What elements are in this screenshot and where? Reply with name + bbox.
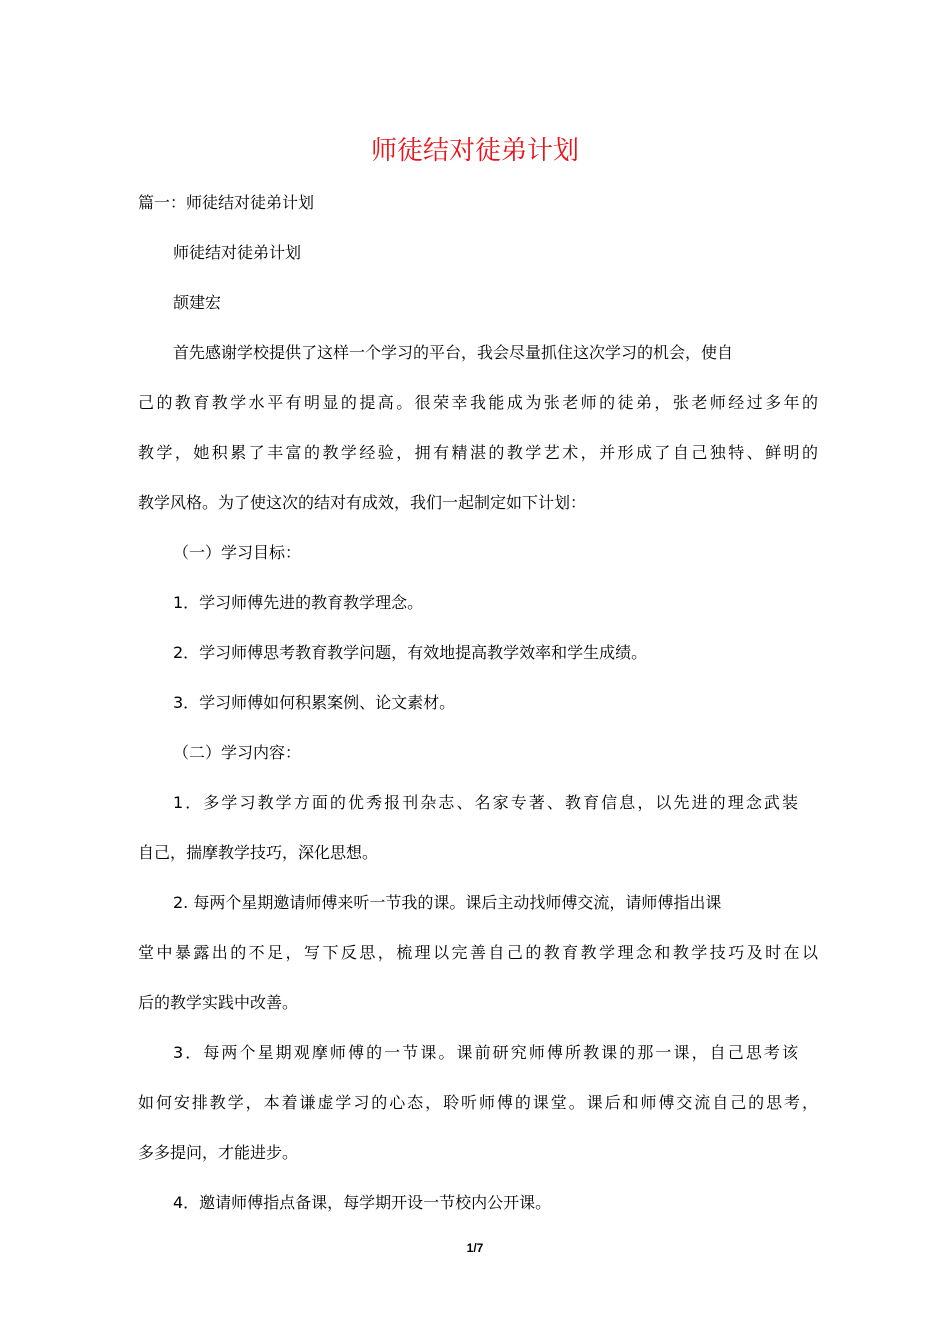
list-item: 3．每两个星期观摩师傅的一节课。课前研究师傅所教课的那一课，自己思考该 [173, 1043, 798, 1062]
section-heading: 篇一：师徒结对徒弟计划 [138, 193, 315, 212]
list-item-continuation: 自己，揣摩教学技巧，深化思想。 [138, 843, 379, 862]
page-number: 1/7 [466, 1241, 484, 1255]
author-name: 颉建宏 [173, 293, 222, 312]
list-item-continuation: 如何安排教学，本着谦虚学习的心态，聆听师傅的课堂。课后和师傅交流自己的思考， [138, 1093, 818, 1112]
list-item-continuation: 堂中暴露出的不足，写下反思，梳理以完善自己的教育教学理念和教学技巧及时在以 [138, 943, 818, 962]
subtitle: 师徒结对徒弟计划 [173, 243, 302, 262]
list-item: 2. 每两个星期邀请师傅来听一节我的课。课后主动找师傅交流，请师傅指出课 [173, 893, 722, 912]
document-title: 师徒结对徒弟计划 [370, 136, 579, 166]
paragraph-line: 首先感谢学校提供了这样一个学习的平台，我会尽量抓住这次学习的机会，使自 [173, 343, 734, 362]
list-item-continuation: 多多提问，才能进步。 [138, 1143, 299, 1162]
list-item: 3．学习师傅如何积累案例、论文素材。 [173, 693, 456, 712]
list-item: 1．多学习教学方面的优秀报刊杂志、名家专著、教育信息，以先进的理念武装 [173, 793, 798, 812]
list-item: 1．学习师傅先进的教育教学理念。 [173, 593, 424, 612]
list-item-continuation: 后的教学实践中改善。 [138, 993, 299, 1012]
paragraph-line: 教学风格。为了使这次的结对有成效，我们一起制定如下计划： [138, 493, 587, 512]
section-2-heading: （二）学习内容： [173, 743, 302, 762]
paragraph-line: 教学，她积累了丰富的教学经验，拥有精湛的教学艺术，并形成了自己独特、鲜明的 [138, 443, 818, 462]
paragraph-line: 己的教育教学水平有明显的提高。很荣幸我能成为张老师的徒弟，张老师经过多年的 [138, 393, 818, 412]
section-1-heading: （一）学习目标： [173, 543, 302, 562]
list-item: 2．学习师傅思考教育教学问题，有效地提高教学效率和学生成绩。 [173, 643, 648, 662]
list-item: 4．邀请师傅指点备课，每学期开设一节校内公开课。 [173, 1193, 552, 1212]
